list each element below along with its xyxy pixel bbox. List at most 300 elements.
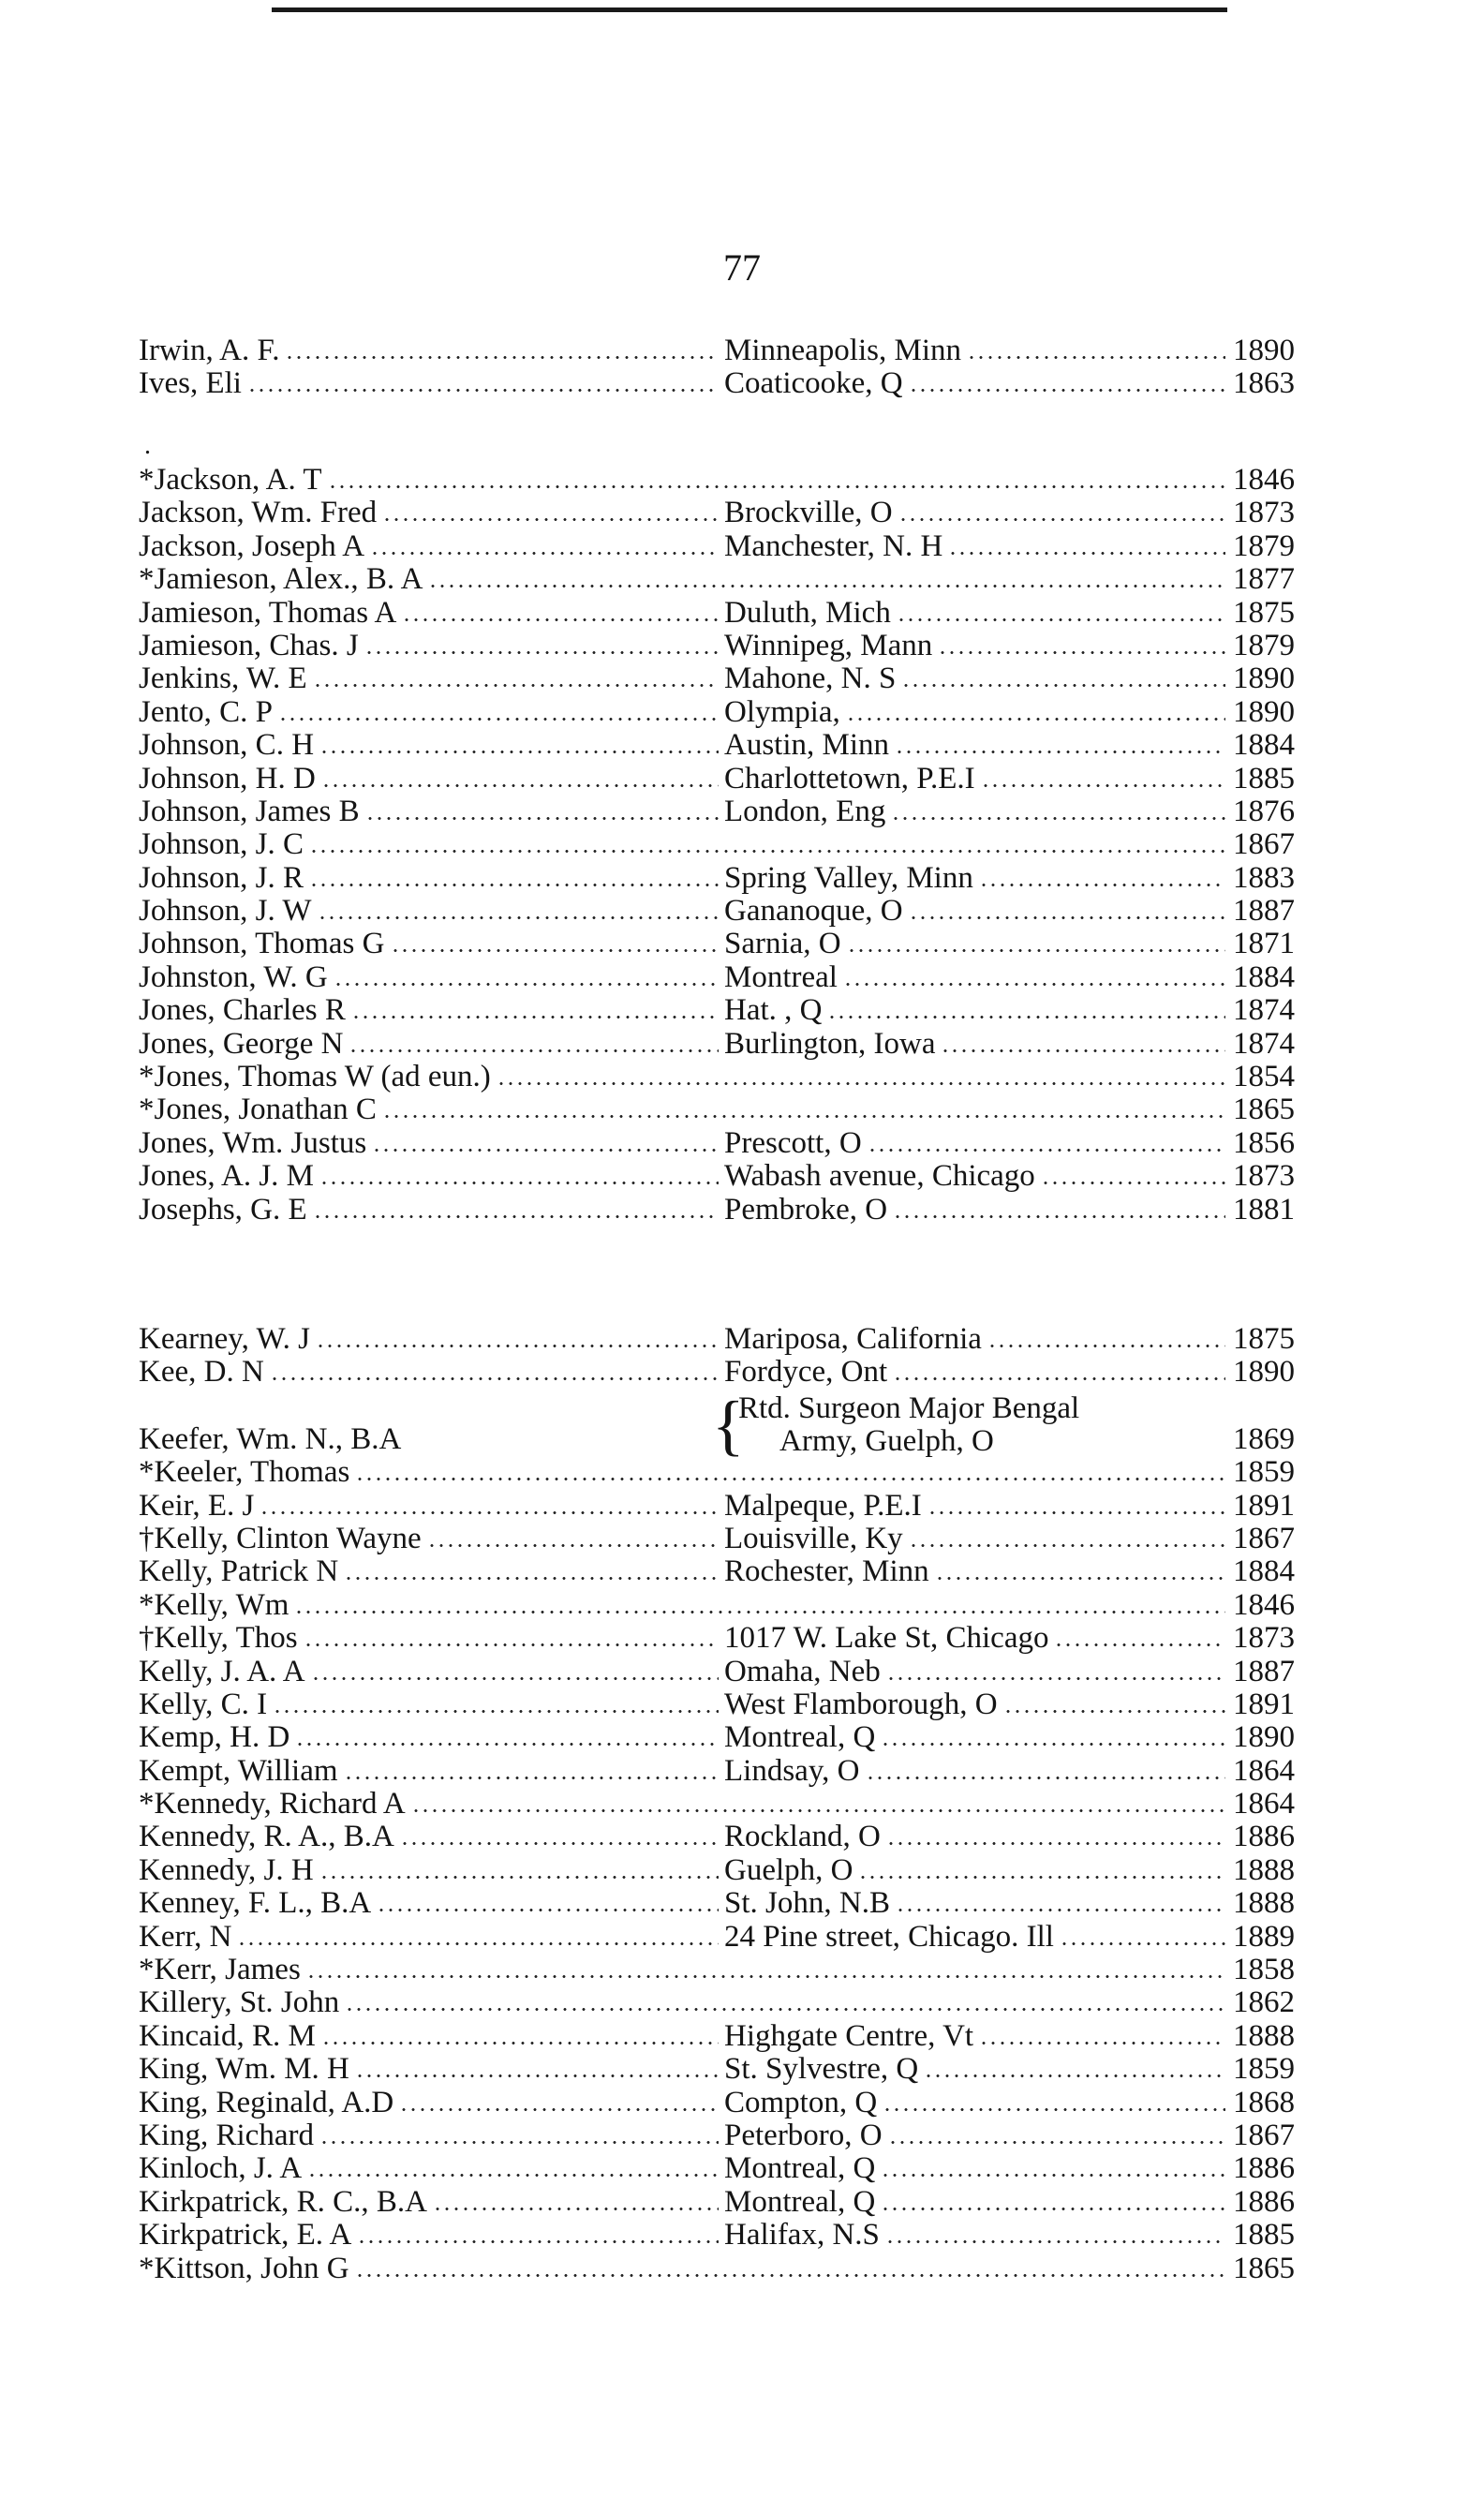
directory-entry — [139, 1160, 1321, 1193]
entry-name: *Kittson, John G — [139, 2251, 349, 2285]
entry-year: 1864 — [1233, 1753, 1295, 1788]
entry-name: Jento, C. P — [139, 694, 274, 729]
entry-year: 1846 — [1233, 1587, 1295, 1622]
dot-leader — [427, 1544, 719, 1547]
entry-year: 1885 — [1233, 2218, 1295, 2253]
entry-name: King, Wm. M. H — [139, 2052, 349, 2087]
entry-year: 1846 — [1233, 463, 1295, 497]
dot-leader — [270, 1377, 719, 1380]
page-number: 77 — [723, 246, 761, 289]
directory-entry — [139, 1788, 1321, 1821]
entry-place: Sarnia, O — [724, 927, 841, 961]
dot-leader — [967, 356, 1225, 359]
directory-entry — [139, 1821, 1321, 1853]
entry-place: Burlington, Iowa — [724, 1026, 936, 1061]
dot-leader — [355, 2274, 1225, 2277]
dot-leader — [497, 1082, 1225, 1085]
entry-place: Gananoque, O — [724, 894, 903, 929]
entry-year: 1867 — [1233, 1521, 1295, 1555]
directory-entry — [139, 729, 1321, 762]
directory-entry — [139, 895, 1321, 928]
directory-entry — [139, 464, 1321, 497]
dot-leader — [891, 817, 1225, 820]
entry-place: Malpeque, P.E.I — [724, 1488, 922, 1523]
dot-leader — [1041, 1182, 1225, 1184]
dot-leader — [344, 1577, 719, 1580]
entry-name: Johnston, W. G — [139, 959, 328, 994]
entry-name: Kemp, H. D — [139, 1720, 290, 1755]
dot-leader — [313, 1215, 719, 1218]
dot-leader — [888, 2141, 1225, 2144]
dot-leader — [938, 651, 1225, 654]
entry-place: Coaticooke, Q — [724, 366, 903, 401]
dot-leader — [881, 2174, 1225, 2177]
dot-leader — [294, 1611, 1225, 1613]
dot-leader — [948, 552, 1225, 555]
dot-leader — [1003, 1710, 1225, 1713]
directory-entry — [139, 862, 1321, 895]
directory-entry — [139, 1127, 1321, 1160]
dot-leader — [909, 916, 1225, 919]
entry-place: Halifax, N.S — [724, 2218, 880, 2253]
dot-leader — [881, 2208, 1225, 2210]
directory-entry — [139, 2253, 1321, 2285]
entry-year: 1883 — [1233, 860, 1295, 895]
dot-leader — [260, 1511, 719, 1514]
directory-entry — [139, 597, 1321, 630]
entry-name: *Kennedy, Richard A — [139, 1787, 406, 1821]
entry-place: Winnipeg, Mann — [724, 628, 933, 662]
entry-name: Kee, D. N — [139, 1355, 264, 1390]
entry-name: Johnson, H. D — [139, 761, 316, 795]
entry-place: Minneapolis, Minn — [724, 334, 961, 367]
dot-leader — [843, 983, 1225, 986]
entry-name: Jones, A. J. M — [139, 1159, 315, 1194]
directory-entry — [139, 1887, 1321, 1920]
entry-year: 1876 — [1233, 794, 1295, 828]
dot-leader — [313, 684, 719, 687]
entry-year: 1869 — [1233, 1421, 1295, 1456]
entry-place: Montreal, Q — [724, 2151, 876, 2186]
dot-leader — [319, 1182, 719, 1184]
section-k-entries — [139, 1323, 1321, 2285]
dot-leader — [881, 1743, 1225, 1746]
entry-year: 1874 — [1233, 1026, 1295, 1061]
entry-year: 1886 — [1233, 1820, 1295, 1854]
entry-place: Rochester, Minn — [724, 1554, 929, 1589]
directory-entry — [139, 828, 1321, 861]
entry-name: Kirkpatrick, R. C., B.A — [139, 2184, 427, 2219]
dot-leader — [981, 784, 1225, 787]
entry-year: 1884 — [1233, 728, 1295, 763]
directory-entry — [139, 367, 1321, 400]
entry-year: 1875 — [1233, 595, 1295, 630]
entry-year: 1871 — [1233, 927, 1295, 961]
entry-year: 1856 — [1233, 1125, 1295, 1160]
dot-leader — [307, 2174, 719, 2177]
entry-year: 1868 — [1233, 2085, 1295, 2119]
directory-entry — [139, 1061, 1321, 1093]
dot-leader — [391, 949, 719, 952]
section-i-entries — [139, 335, 1321, 401]
entry-place: Olympia, — [724, 694, 840, 729]
dot-leader — [278, 718, 719, 721]
entry-year: 1862 — [1233, 1985, 1295, 2020]
dot-leader — [847, 949, 1225, 952]
entry-place: St. Sylvestre, Q — [724, 2052, 919, 2087]
dot-leader — [428, 585, 1225, 587]
entry-name: Keir, E. J — [139, 1488, 255, 1523]
dot-leader — [311, 1677, 719, 1680]
entry-place: Louisville, Ky — [724, 1521, 903, 1555]
dot-leader — [382, 1115, 1225, 1118]
entry-name: *Jackson, A. T — [139, 463, 322, 497]
entry-name: Jamieson, Thomas A — [139, 595, 397, 630]
directory-entry — [139, 696, 1321, 729]
directory-entry — [139, 563, 1321, 596]
entry-year: 1865 — [1233, 1093, 1295, 1127]
directory-entry — [139, 2219, 1321, 2252]
dot-leader — [897, 618, 1225, 621]
entry-name: *Keeler, Thomas — [139, 1455, 350, 1490]
entry-name: Johnson, J. W — [139, 894, 312, 929]
entry-year: 1875 — [1233, 1322, 1295, 1356]
section-j-entries — [139, 464, 1321, 1227]
dot-leader — [895, 751, 1225, 753]
entry-year: 1887 — [1233, 894, 1295, 929]
dot-leader — [309, 850, 1225, 853]
entry-year: 1890 — [1233, 662, 1295, 696]
directory-entry — [139, 530, 1321, 563]
entry-year: 1873 — [1233, 1621, 1295, 1656]
directory-entry — [139, 795, 1321, 828]
directory-entry — [139, 994, 1321, 1027]
entry-year: 1879 — [1233, 628, 1295, 662]
dot-leader — [344, 1777, 719, 1779]
entry-year: 1867 — [1233, 2118, 1295, 2152]
dot-leader — [318, 916, 719, 919]
dot-leader — [868, 1149, 1225, 1152]
entry-name: Johnson, James B — [139, 794, 360, 828]
entry-name: Jackson, Wm. Fred — [139, 496, 378, 530]
dot-leader — [909, 1544, 1225, 1547]
dot-leader — [357, 2240, 719, 2243]
dot-leader — [364, 651, 719, 654]
dot-leader — [316, 1345, 719, 1347]
entry-year: 1879 — [1233, 528, 1295, 563]
entry-year: 1887 — [1233, 1654, 1295, 1688]
entry-year: 1854 — [1233, 1060, 1295, 1094]
entry-name: *Jamieson, Alex., B. A — [139, 562, 423, 597]
dot-leader — [941, 1049, 1225, 1052]
directory-entry — [139, 1755, 1321, 1788]
dot-leader — [979, 2042, 1225, 2044]
entry-place: Montreal, Q — [724, 2184, 876, 2219]
entry-year: 1877 — [1233, 562, 1295, 597]
entry-place: 24 Pine street, Chicago. Ill — [724, 1919, 1054, 1954]
entry-place: Manchester, N. H — [724, 528, 943, 563]
dot-leader — [928, 1511, 1225, 1514]
dot-leader — [355, 2074, 719, 2077]
directory-entry — [139, 2053, 1321, 2086]
directory-entry — [139, 1194, 1321, 1227]
entry-year: 1890 — [1233, 1355, 1295, 1390]
entry-name: Johnson, Thomas G — [139, 927, 385, 961]
entry-place: Pembroke, O — [724, 1192, 888, 1227]
entry-place: Prescott, O — [724, 1125, 862, 1160]
entry-year: 1890 — [1233, 694, 1295, 729]
entry-name: Kenney, F. L., B.A — [139, 1886, 372, 1921]
dot-leader — [349, 1049, 719, 1052]
dot-leader — [886, 1677, 1225, 1680]
dot-leader — [351, 1016, 719, 1019]
dot-leader — [328, 485, 1225, 488]
directory-entry — [139, 1986, 1321, 2019]
dot-leader — [866, 1777, 1225, 1779]
dot-leader — [399, 2108, 719, 2111]
entry-name: Johnson, J. R — [139, 860, 304, 895]
dot-leader — [345, 2008, 1225, 2011]
dot-leader — [285, 356, 719, 359]
entry-year: 1885 — [1233, 761, 1295, 795]
top-rule — [272, 7, 1227, 12]
entry-year: 1859 — [1233, 1455, 1295, 1490]
dot-leader — [987, 1345, 1225, 1347]
directory-entry — [139, 2119, 1321, 2152]
directory-entry — [139, 1954, 1321, 1986]
directory-entry — [139, 928, 1321, 960]
entry-name: Kinloch, J. A — [139, 2151, 303, 2186]
directory-entry — [139, 2087, 1321, 2119]
dot-leader — [433, 2208, 719, 2210]
entry-year: 1888 — [1233, 1852, 1295, 1887]
entry-name: *Jones, Jonathan C — [139, 1093, 377, 1127]
entry-name: Kelly, C. I — [139, 1687, 268, 1721]
directory-entry — [139, 961, 1321, 994]
entry-place: Brockville, O — [724, 496, 893, 530]
entry-name: Jones, George N — [139, 1026, 344, 1061]
keefer-place-block — [738, 1392, 1079, 1458]
directory-entry — [139, 1356, 1321, 1389]
entry-year: 1886 — [1233, 2151, 1295, 2186]
dot-leader — [885, 2240, 1225, 2243]
entry-place: Duluth, Mich — [724, 595, 891, 630]
entry-name: Johnson, J. C — [139, 827, 304, 862]
dot-leader — [1054, 1643, 1225, 1646]
entry-name: Irwin, A. F. — [139, 334, 280, 367]
directory-entry — [139, 2020, 1321, 2053]
directory-entry — [139, 2152, 1321, 2185]
entry-name: Kennedy, R. A., B.A — [139, 1820, 394, 1854]
entry-year: 1888 — [1233, 2018, 1295, 2053]
directory-entry — [139, 1523, 1321, 1555]
dot-leader — [370, 552, 719, 555]
entry-name: King, Richard — [139, 2118, 314, 2152]
dot-leader — [846, 718, 1225, 721]
entry-year: 1858 — [1233, 1953, 1295, 1987]
dot-leader — [237, 1942, 719, 1945]
dot-leader — [319, 1876, 719, 1879]
dot-leader — [334, 983, 719, 986]
entry-place: Compton, Q — [724, 2085, 878, 2119]
directory-entry — [139, 1093, 1321, 1126]
dot-leader — [306, 1975, 1225, 1978]
dot-leader — [355, 1478, 1225, 1480]
entry-name: Kelly, Patrick N — [139, 1554, 339, 1589]
entry-year: 1884 — [1233, 959, 1295, 994]
directory-entry — [139, 497, 1321, 529]
entry-name: Kearney, W. J — [139, 1322, 310, 1356]
entry-name: Johnson, C. H — [139, 728, 315, 763]
directory-entry — [139, 1656, 1321, 1688]
entry-year: 1889 — [1233, 1919, 1295, 1954]
entry-name: Jones, Charles R — [139, 993, 346, 1028]
entry-place: Wabash avenue, Chicago — [724, 1159, 1035, 1194]
dot-leader — [321, 784, 719, 787]
entry-name: Kelly, J. A. A — [139, 1654, 305, 1688]
entry-name: Kennedy, J. H — [139, 1852, 314, 1887]
dot-leader — [319, 2141, 719, 2144]
entry-year: 1859 — [1233, 2052, 1295, 2087]
entry-name: Josephs, G. E — [139, 1192, 307, 1227]
entry-name: *Jones, Thomas W (ad eun.) — [139, 1060, 491, 1094]
dot-leader — [979, 884, 1225, 886]
entry-name: *Kerr, James — [139, 1953, 301, 1987]
directory-entry — [139, 1688, 1321, 1721]
directory-entry — [139, 1854, 1321, 1887]
dot-leader — [402, 618, 719, 621]
entry-year: 1888 — [1233, 1886, 1295, 1921]
dot-leader — [319, 751, 719, 753]
entry-place: Austin, Minn — [724, 728, 890, 763]
entry-name: Keefer, Wm. N., B.A — [139, 1421, 402, 1456]
directory-entry — [139, 1721, 1321, 1754]
entry-place: Montreal — [724, 959, 838, 994]
dot-leader — [247, 389, 719, 392]
directory-entry — [139, 1028, 1321, 1061]
entry-place: Fordyce, Ont — [724, 1355, 888, 1390]
keefer-place-line-2: Army, Guelph, O — [779, 1424, 994, 1458]
directory-entry — [139, 662, 1321, 695]
dot-leader — [273, 1710, 719, 1713]
dot-leader — [893, 1215, 1225, 1218]
dot-leader — [924, 2074, 1225, 2077]
entry-name: Kincaid, R. M — [139, 2018, 316, 2053]
directory-entry — [139, 1622, 1321, 1655]
directory-entry — [139, 763, 1321, 795]
dot-leader — [365, 817, 719, 820]
entry-year: 1864 — [1233, 1787, 1295, 1821]
dot-leader — [896, 1909, 1225, 1911]
dot-leader — [411, 1809, 1225, 1812]
entry-year: 1874 — [1233, 993, 1295, 1028]
dot-leader — [382, 518, 719, 521]
dot-leader — [304, 1643, 719, 1646]
entry-year: 1865 — [1233, 2251, 1295, 2285]
keefer-place-line-1: Rtd. Surgeon Major Bengal — [738, 1391, 1080, 1425]
entry-place: Charlottetown, P.E.I — [724, 761, 975, 795]
entry-year: 1867 — [1233, 827, 1295, 862]
dot-leader — [321, 2042, 719, 2044]
stray-dot: . — [144, 431, 151, 460]
entry-place: Lindsay, O — [724, 1753, 860, 1788]
dot-leader — [909, 389, 1225, 392]
entry-year: 1891 — [1233, 1488, 1295, 1523]
entry-name: *Kelly, Wm — [139, 1587, 289, 1622]
dot-leader — [372, 1149, 719, 1152]
entry-place: Montreal, Q — [724, 1720, 876, 1755]
entry-place: Mahone, N. S — [724, 662, 897, 696]
dot-leader — [886, 1842, 1225, 1845]
entry-place: Rockland, O — [724, 1820, 881, 1854]
entry-year: 1886 — [1233, 2184, 1295, 2219]
dot-leader — [1060, 1942, 1225, 1945]
entry-place: Hat. , Q — [724, 993, 823, 1028]
dot-leader — [901, 684, 1225, 687]
entry-year: 1873 — [1233, 496, 1295, 530]
entry-name: Killery, St. John — [139, 1985, 340, 2020]
entry-place: 1017 W. Lake St, Chicago — [724, 1621, 1049, 1656]
directory-entry — [139, 2186, 1321, 2219]
entry-place: Peterboro, O — [724, 2118, 883, 2152]
entry-year: 1884 — [1233, 1554, 1295, 1589]
dot-leader — [827, 1016, 1225, 1019]
directory-entry — [139, 1589, 1321, 1622]
entry-name: Jamieson, Chas. J — [139, 628, 359, 662]
directory-entry — [139, 1921, 1321, 1954]
entry-year: 1863 — [1233, 366, 1295, 401]
entry-place: Spring Valley, Minn — [724, 860, 973, 895]
entry-name: Kirkpatrick, E. A — [139, 2218, 352, 2253]
entry-year: 1881 — [1233, 1192, 1295, 1227]
entry-year: 1891 — [1233, 1687, 1295, 1721]
entry-year: 1873 — [1233, 1159, 1295, 1194]
entry-place: Mariposa, California — [724, 1322, 982, 1356]
entry-place: London, Eng — [724, 794, 886, 828]
entry-year: 1890 — [1233, 1720, 1295, 1755]
entry-name: Jackson, Joseph A — [139, 528, 365, 563]
dot-leader — [858, 1876, 1225, 1879]
dot-leader — [295, 1743, 719, 1746]
dot-leader — [935, 1577, 1225, 1580]
directory-entry — [139, 1555, 1321, 1588]
entry-name: †Kelly, Clinton Wayne — [139, 1521, 422, 1555]
entry-place: Omaha, Neb — [724, 1654, 881, 1688]
entry-name: Jenkins, W. E — [139, 662, 307, 696]
entry-name: Jones, Wm. Justus — [139, 1125, 367, 1160]
directory-entry — [139, 1490, 1321, 1523]
dot-leader — [377, 1909, 719, 1911]
dot-leader — [309, 884, 719, 886]
directory-entry — [139, 335, 1321, 367]
directory-entry — [139, 1323, 1321, 1356]
dot-leader — [883, 2108, 1225, 2111]
directory-entry — [139, 630, 1321, 662]
entry-place: St. John, N.B — [724, 1886, 890, 1921]
entry-place: Highgate Centre, Vt — [724, 2018, 974, 2053]
entry-name: King, Reginald, A.D — [139, 2085, 394, 2119]
entry-year: 1890 — [1233, 334, 1295, 367]
entry-place: Guelph, O — [724, 1852, 853, 1887]
entry-name: †Kelly, Thos — [139, 1621, 298, 1656]
dot-leader — [898, 518, 1225, 521]
entry-place: West Flamborough, O — [724, 1687, 998, 1721]
dot-leader — [400, 1842, 719, 1845]
entry-name: Ives, Eli — [139, 366, 242, 401]
dot-leader — [893, 1377, 1225, 1380]
entry-name: Kerr, N — [139, 1919, 232, 1954]
brace-icon: { — [712, 1388, 745, 1463]
